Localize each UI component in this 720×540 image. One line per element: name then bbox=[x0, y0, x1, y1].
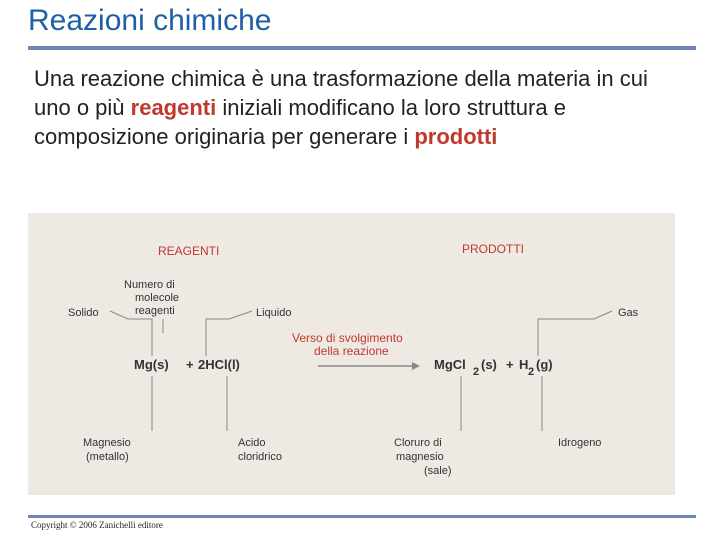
eq-plus-1: + bbox=[186, 357, 194, 372]
label-cloruro-2: magnesio bbox=[396, 451, 444, 463]
products-heading: PRODOTTI bbox=[462, 242, 524, 256]
label-acido-2: cloridrico bbox=[238, 451, 283, 463]
page-title: Reazioni chimiche bbox=[28, 4, 272, 37]
label-numero-3: reagenti bbox=[135, 305, 175, 317]
label-solido: Solido bbox=[68, 307, 99, 319]
label-magnesio-1: Magnesio bbox=[83, 437, 131, 449]
intro-highlight-reagenti: reagenti bbox=[130, 95, 217, 120]
eq-h-state: (g) bbox=[536, 357, 553, 372]
reaction-diagram bbox=[28, 213, 675, 495]
label-numero-1: Numero di bbox=[124, 279, 175, 291]
eq-mgcl-state: (s) bbox=[481, 357, 497, 372]
connector-gas bbox=[538, 311, 612, 356]
eq-h: H bbox=[519, 357, 529, 372]
title-divider bbox=[28, 46, 696, 50]
eq-plus-2: + bbox=[506, 357, 514, 372]
eq-h-subscript: 2 bbox=[528, 366, 535, 378]
copyright-text: Copyright © 2006 Zanichelli editore bbox=[31, 520, 163, 530]
intro-text-2: iniziali modificano la loro struttura e composizione originaria per generare i bbox=[34, 95, 566, 149]
label-liquido: Liquido bbox=[256, 307, 292, 319]
label-idrogeno: Idrogeno bbox=[558, 437, 602, 449]
reagents-heading: REAGENTI bbox=[158, 244, 220, 258]
label-verso-1: Verso di svolgimento bbox=[292, 331, 403, 345]
label-acido-1: Acido bbox=[238, 437, 266, 449]
connector-liquido bbox=[206, 311, 252, 356]
eq-2hcl: 2HCl(l) bbox=[198, 357, 240, 372]
reaction-arrow-head bbox=[412, 362, 420, 370]
eq-mg: Mg(s) bbox=[134, 357, 169, 372]
intro-highlight-prodotti: prodotti bbox=[414, 124, 498, 149]
intro-text-1: Una reazione chimica è una trasformazione della materia in cui uno o più bbox=[34, 66, 648, 120]
footer-divider bbox=[28, 515, 696, 518]
label-gas: Gas bbox=[618, 307, 639, 319]
label-numero-2: molecole bbox=[135, 292, 180, 304]
intro-paragraph bbox=[34, 64, 684, 151]
label-cloruro-3: (sale) bbox=[424, 465, 452, 477]
reaction-diagram-svg bbox=[28, 213, 675, 495]
eq-mgcl-subscript: 2 bbox=[473, 366, 480, 378]
eq-mgcl: MgCl bbox=[434, 357, 466, 372]
connector-solido bbox=[110, 311, 152, 356]
label-magnesio-2: (metallo) bbox=[86, 451, 129, 463]
label-cloruro-1: Cloruro di bbox=[394, 437, 442, 449]
label-verso-2: della reazione bbox=[314, 344, 389, 358]
